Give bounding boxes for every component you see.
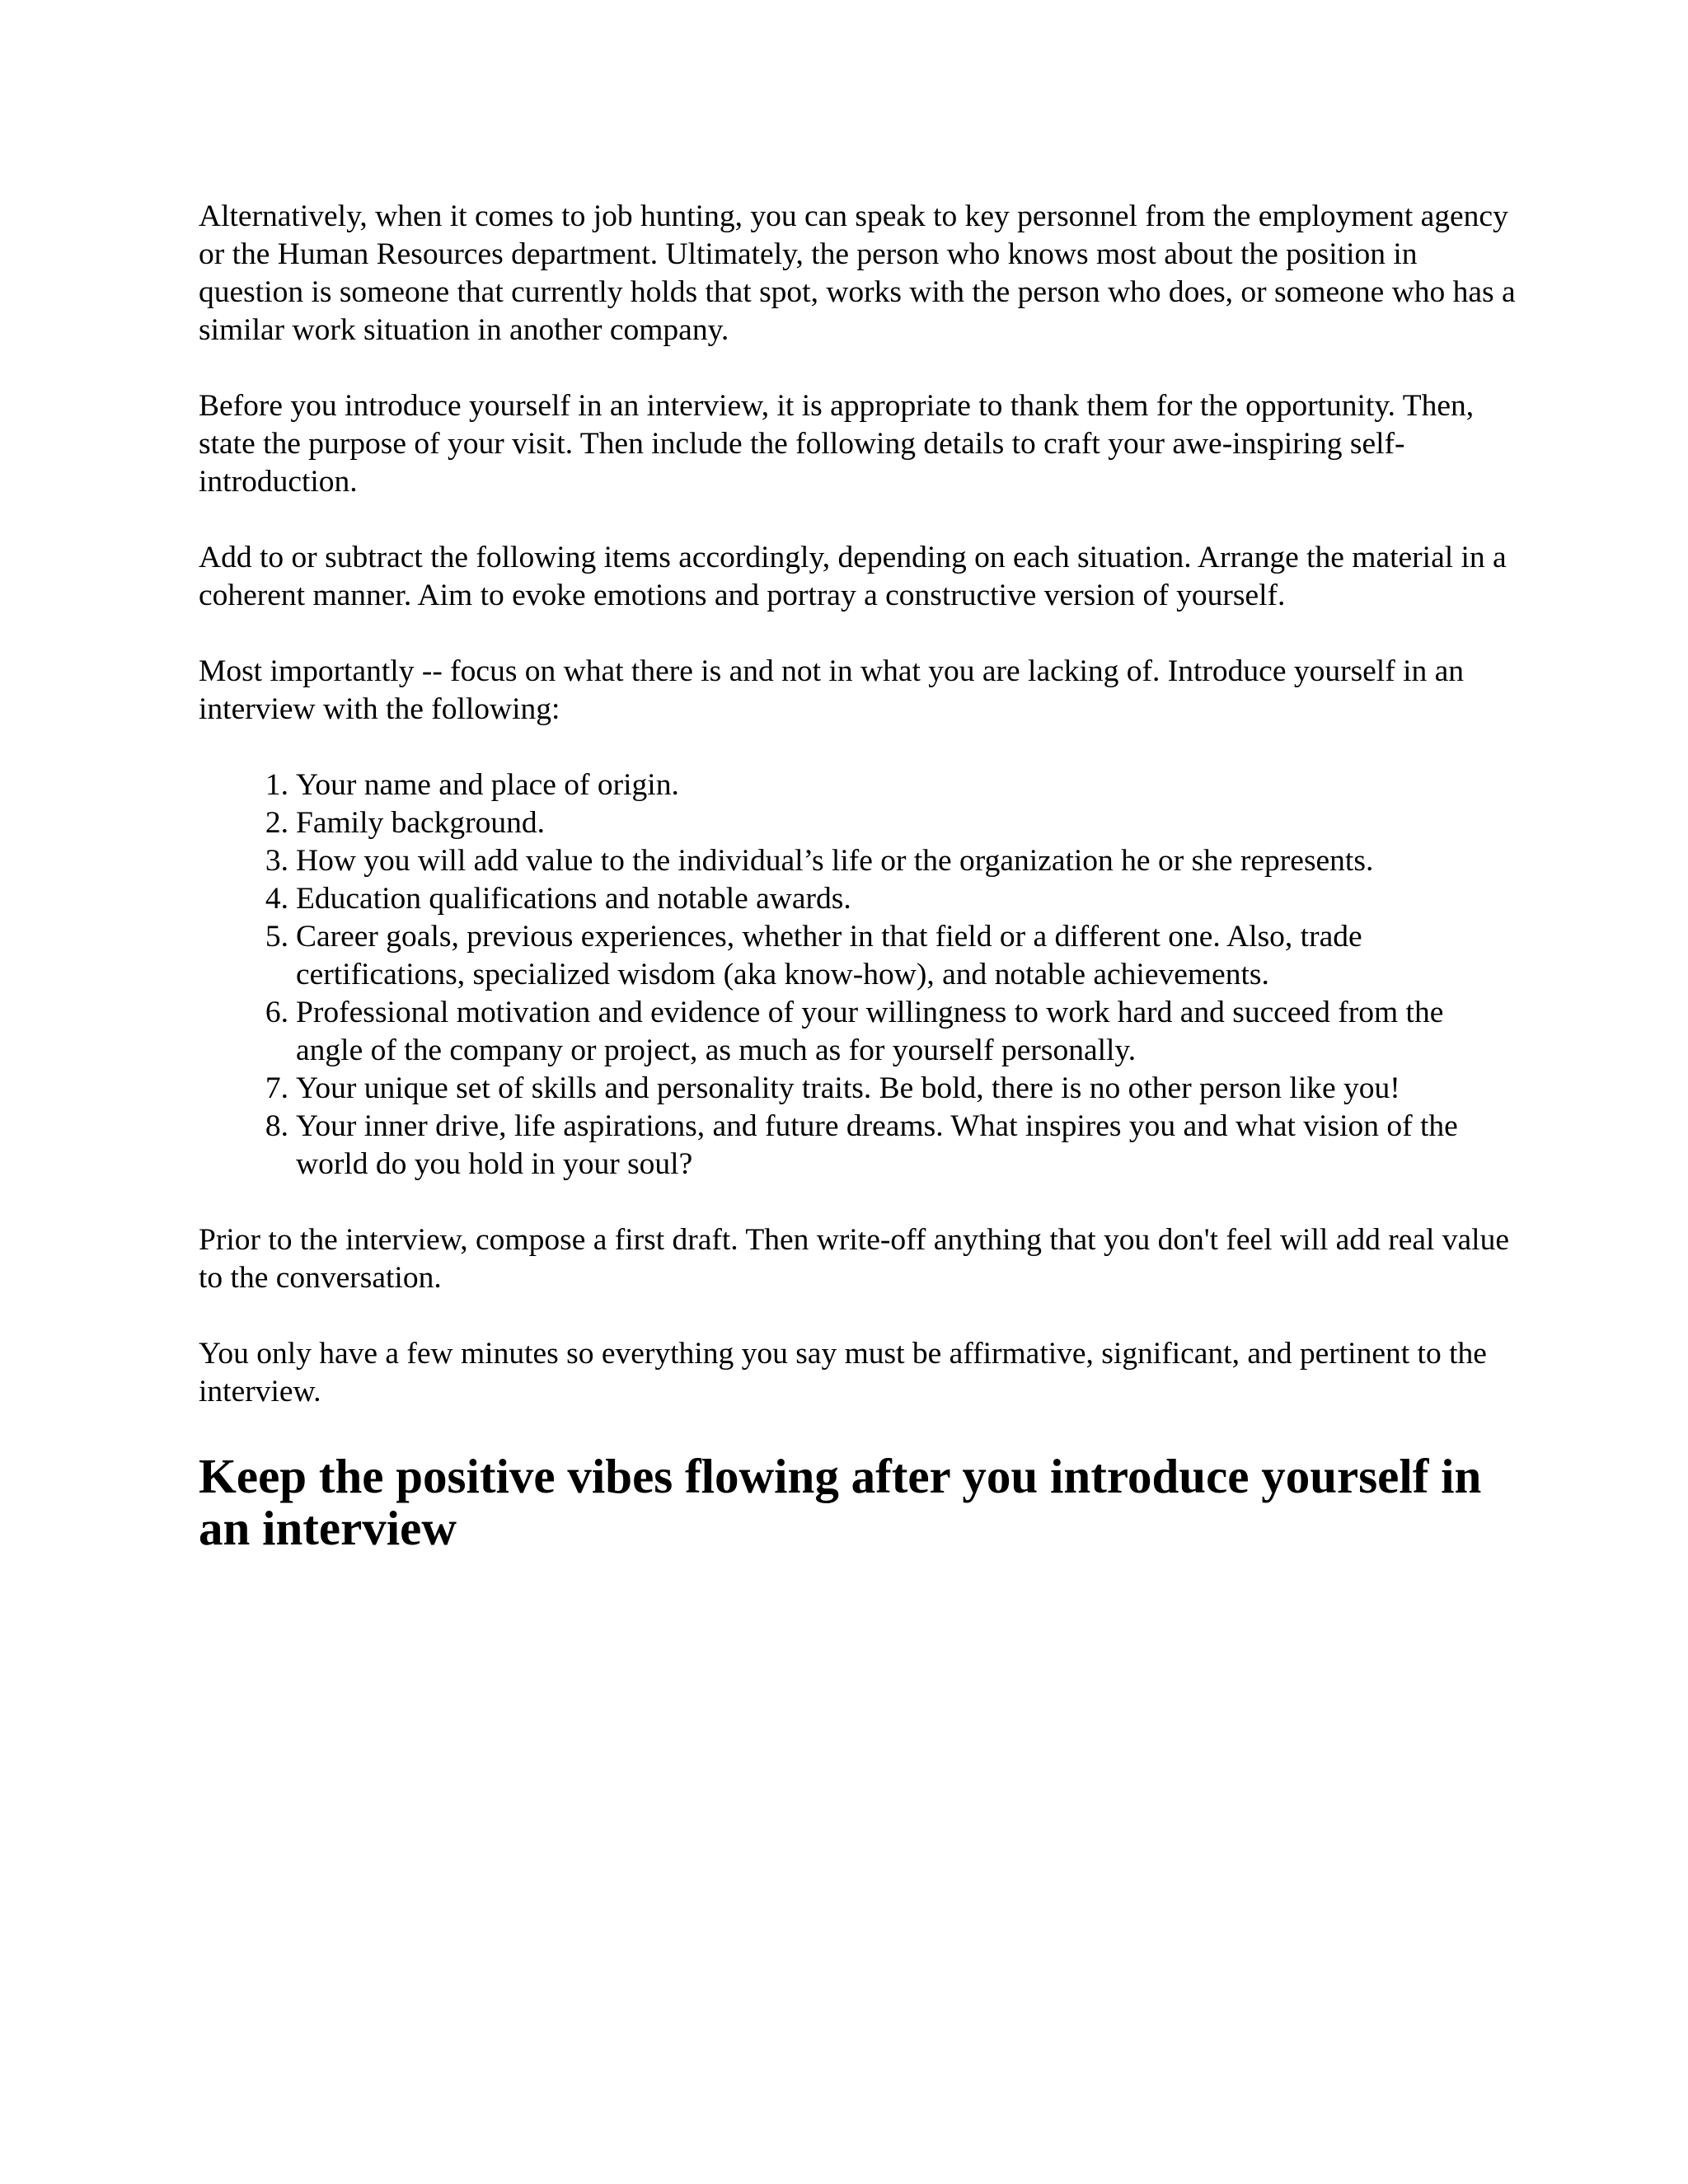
list-item-number: 4. [265,882,288,916]
list-item-text: Your name and place of origin. [296,768,679,802]
paragraph-job-hunting: Alternatively, when it comes to job hunting, you can speak to key personnel from the employment agency or the Human Resources department. Ultimately, the person who knows most about the position in question is someone that currently holds that spot, works with the person who does, or someone who has a similar work situation in another company. [199,199,1516,347]
list-item [199,804,1517,842]
list-item-number: 6. [265,996,288,1029]
section-heading: Keep the positive vibes flowing after you introduce yourself in an interview [199,1449,1482,1555]
list-item-number: 3. [265,844,288,878]
list-item-text: Professional motivation and evidence of your willingness to work hard and succeed from the angle of the company or project, as much as for yourself personally. [296,996,1444,1067]
list-item-text: Family background. [296,806,546,840]
list-item-number: 5. [265,920,288,954]
list-item-number: 8. [265,1109,288,1143]
list-item-text: How you will add value to the individual’s life or the organization he or she represents. [296,844,1374,878]
list-item-text: Your unique set of skills and personality traits. Be bold, there is no other person like you! [296,1071,1400,1105]
list-item [199,994,1517,1070]
list-item-number: 2. [265,806,288,840]
list-item-text: Education qualifications and notable awards. [296,882,851,916]
list-item [199,918,1517,994]
list-item [199,766,1517,804]
paragraph-add-or-subtract: Add to or subtract the following items accordingly, depending on each situation. Arrange the material in a coherent manner. Aim to evoke emotions and portray a constructive version of yourself. [199,541,1507,612]
list-item [199,1108,1517,1183]
list-item-text: Career goals, previous experiences, whether in that field or a different one. Also, trade certifications, specialized wisdom (aka know-how), and notable achievements. [296,920,1362,991]
list-item [199,842,1517,880]
paragraph-few-minutes: You only have a few minutes so everything you say must be affirmative, significant, and pertinent to the interview. [199,1337,1487,1408]
paragraph-most-importantly: Most importantly -- focus on what there is and not in what you are lacking of. Introduce yourself in an interview with the following: [199,654,1465,726]
document-page [199,198,1517,1554]
list-item-number: 1. [265,768,288,802]
list-item [199,1070,1517,1108]
list-item-text: Your inner drive, life aspirations, and future dreams. What inspires you and what vision of the world do you hold in your soul? [296,1109,1458,1181]
introduction-items-list [199,766,1517,1183]
paragraph-first-draft: Prior to the interview, compose a first draft. Then write-off anything that you don't feel will add real value to the conversation. [199,1223,1509,1295]
paragraph-before-introduction: Before you introduce yourself in an interview, it is appropriate to thank them for the opportunity. Then, state the purpose of your visit. Then include the following details to craft your awe-inspiring self-introduction. [199,389,1475,499]
list-item-number: 7. [265,1071,288,1105]
list-item [199,880,1517,918]
